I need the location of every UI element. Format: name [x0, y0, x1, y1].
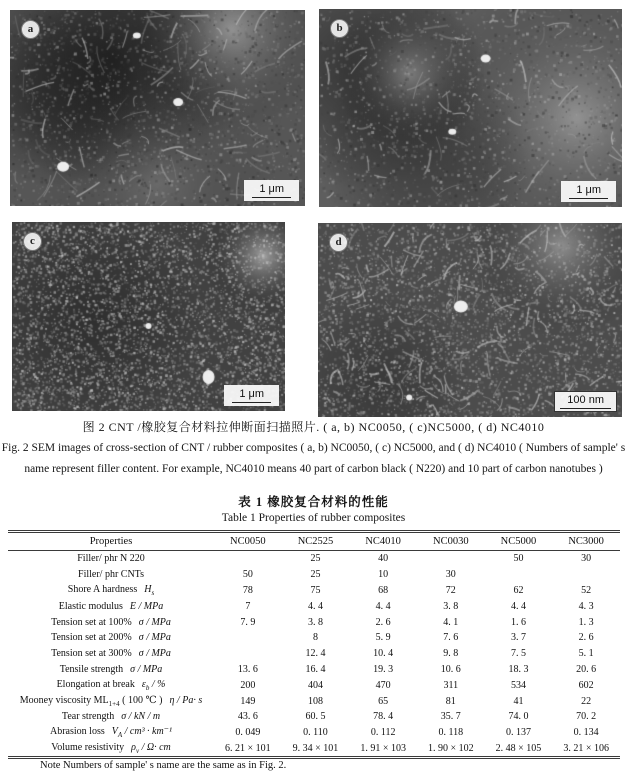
table-row — [8, 709, 620, 725]
property-label: Filler/ phr N 220 — [77, 553, 145, 565]
table-row — [8, 677, 620, 693]
property-value: 78. 4 — [373, 711, 394, 723]
property-value: 5. 1 — [578, 648, 594, 660]
table-row — [8, 567, 620, 583]
figure-caption-zh: 图 2 CNT /橡胶复合材料拉伸断面扫描照片. ( a, b) NC0050, ( c)NC5000, ( d) NC4010 — [82, 420, 545, 434]
sem-panel-c — [12, 222, 285, 411]
property-value: 25 — [310, 553, 321, 565]
table-title-zh: 表 1 橡胶复合材料的性能 — [238, 495, 389, 509]
property-label: Filler/ phr CNTs — [78, 569, 144, 581]
column-header-sample: NC5000 — [485, 532, 553, 551]
property-value: 5. 9 — [375, 632, 391, 644]
property-value: 0. 137 — [505, 727, 531, 739]
property-value: 62 — [513, 584, 524, 596]
property-value: 50 — [513, 553, 524, 565]
panel-label-b: b — [330, 19, 349, 38]
column-header-sample: NC0050 — [214, 532, 282, 551]
property-value: 35. 7 — [440, 711, 461, 723]
property-value: 19. 3 — [373, 663, 394, 675]
table-row — [8, 614, 620, 630]
property-value — [417, 551, 485, 567]
scale-label-d: 100 nm — [560, 393, 611, 409]
table-row — [8, 630, 620, 646]
property-value: 4. 1 — [443, 616, 459, 628]
property-value: 9. 34 × 101 — [282, 741, 350, 758]
property-value: 18. 3 — [508, 663, 529, 675]
table-row — [8, 646, 620, 662]
property-value: 10 — [378, 569, 389, 581]
column-header-sample: NC3000 — [552, 532, 620, 551]
property-value: 0. 110 — [303, 727, 328, 739]
property-value: 2. 48 × 105 — [485, 741, 553, 758]
scale-label-c: 1 μm — [232, 387, 271, 403]
property-value: 52 — [581, 584, 592, 596]
property-value: 6. 21 × 101 — [214, 741, 282, 758]
column-header-sample: NC0030 — [417, 532, 485, 551]
panel-label-c: c — [23, 232, 42, 251]
property-value: 3. 8 — [443, 600, 459, 612]
table-row — [8, 693, 620, 709]
table-row — [8, 583, 620, 599]
property-value: 149 — [240, 695, 256, 707]
sem-image-b — [319, 9, 622, 207]
property-value: 1. 3 — [578, 616, 594, 628]
property-value: 1. 6 — [510, 616, 526, 628]
property-value: 7 — [245, 600, 251, 612]
sem-panel-b — [319, 9, 622, 207]
property-value: 3. 7 — [510, 632, 526, 644]
property-value: 16. 4 — [305, 663, 326, 675]
property-value: 10. 6 — [440, 663, 461, 675]
scale-bar-a — [244, 180, 299, 201]
figure-caption-en-line1: Fig. 2 SEM images of cross-section of CNT / rubber composites ( a, b) NC0050, ( c) NC5000, and ( d) NC4010 ( Numbers of sample' s — [1, 442, 626, 454]
property-value: 22 — [581, 695, 592, 707]
panel-label-d: d — [329, 233, 348, 252]
property-value — [552, 567, 620, 583]
table-row — [8, 598, 620, 614]
property-label: Tension set at 100% σ / MPa — [51, 616, 171, 628]
column-header-sample: NC2525 — [282, 532, 350, 551]
sem-panel-a — [10, 10, 305, 206]
property-value: 25 — [310, 569, 321, 581]
column-header-sample: NC4010 — [349, 532, 417, 551]
property-value: 20. 6 — [576, 663, 597, 675]
property-value: 8 — [312, 632, 318, 644]
table-title-en: Table 1 Properties of rubber composites — [221, 512, 406, 524]
property-value: 7. 9 — [240, 616, 256, 628]
property-value: 108 — [307, 695, 323, 707]
property-value: 4. 4 — [375, 600, 391, 612]
table-note: Note Numbers of sample' s name are the same as in Fig. 2. — [40, 760, 287, 771]
property-value: 41 — [513, 695, 524, 707]
property-value: 60. 5 — [305, 711, 326, 723]
property-value — [214, 551, 282, 567]
property-value: 50 — [242, 569, 253, 581]
property-value: 72 — [445, 584, 456, 596]
property-value: 3. 8 — [307, 616, 323, 628]
property-value: 4. 4 — [307, 600, 323, 612]
property-label: Tension set at 200% σ / MPa — [51, 632, 171, 644]
property-value: 470 — [375, 679, 391, 691]
table-row — [8, 662, 620, 678]
property-label: Tensile strength σ / MPa — [59, 663, 163, 675]
property-value: 0. 134 — [573, 727, 599, 739]
sem-image-a — [10, 10, 305, 206]
table-row — [8, 725, 620, 741]
property-value: 404 — [307, 679, 323, 691]
property-value: 3. 21 × 106 — [552, 741, 620, 758]
property-value — [214, 646, 282, 662]
property-value: 74. 0 — [508, 711, 529, 723]
property-label: Tension set at 300% σ / MPa — [51, 648, 171, 660]
table-row — [8, 741, 620, 758]
property-value: 43. 6 — [237, 711, 258, 723]
scale-bar-d — [554, 391, 617, 412]
property-value: 9. 8 — [443, 648, 459, 660]
panel-label-a: a — [21, 20, 40, 39]
sem-panel-d — [318, 223, 622, 417]
figure-caption-en-line2: name represent filler content. For example, NC4010 means 40 part of carbon black ( N220) and 10 part of carbon nanotubes ) — [24, 463, 603, 475]
property-value: 2. 6 — [578, 632, 594, 644]
property-label: Volume resistivity $\rho_v / \Omega\cdot$ cm — [8, 741, 214, 758]
sem-image-c — [12, 222, 285, 411]
property-value: 13. 6 — [237, 663, 258, 675]
property-value: 40 — [378, 553, 389, 565]
property-value: 2. 6 — [375, 616, 391, 628]
property-value — [214, 630, 282, 646]
property-value: 30 — [445, 569, 456, 581]
property-label: Mooney viscosity $ML_{1+4}$ ( 100 ℃ ) η / Pa· s — [19, 694, 203, 708]
property-value: 10. 4 — [373, 648, 394, 660]
property-value: 81 — [445, 695, 456, 707]
property-value: 12. 4 — [305, 648, 326, 660]
property-value: 1. 91 × 103 — [349, 741, 417, 758]
property-value: 78 — [242, 584, 253, 596]
property-value: 4. 4 — [510, 600, 526, 612]
scale-label-b: 1 μm — [569, 183, 608, 199]
property-label: Elastic modulus E / MPa — [58, 600, 164, 612]
property-value: 0. 112 — [370, 727, 396, 739]
property-label: Shore A hardness $H_s$ — [67, 583, 155, 597]
property-value — [485, 567, 553, 583]
column-header-properties: Properties — [8, 532, 214, 551]
property-value: 65 — [378, 695, 389, 707]
property-value: 68 — [378, 584, 389, 596]
scale-label-a: 1 μm — [252, 182, 291, 198]
property-label: Elongation at break $\varepsilon_b$ / % — [56, 678, 166, 692]
property-value: 602 — [578, 679, 594, 691]
table-header-row — [8, 532, 620, 551]
property-value: 70. 2 — [576, 711, 597, 723]
property-value: 7. 6 — [443, 632, 459, 644]
property-value: 30 — [581, 553, 592, 565]
property-value: 0. 118 — [438, 727, 464, 739]
table-row — [8, 551, 620, 567]
property-value: 200 — [240, 679, 256, 691]
property-value: 311 — [443, 679, 459, 691]
scale-bar-b — [561, 181, 616, 202]
scale-bar-c — [224, 385, 279, 406]
property-label: Tear strength σ / kN / m — [61, 711, 161, 723]
sem-image-d — [318, 223, 622, 417]
property-value: 4. 3 — [578, 600, 594, 612]
property-value: 75 — [310, 584, 321, 596]
property-value: 1. 90 × 102 — [417, 741, 485, 758]
property-value: 0. 049 — [235, 727, 261, 739]
properties-table — [8, 530, 620, 759]
property-value: 7. 5 — [510, 648, 526, 660]
property-label: Abrasion loss $V_A / cm^3 \cdot km^{-1}$ — [50, 726, 172, 740]
property-value: 534 — [510, 679, 526, 691]
